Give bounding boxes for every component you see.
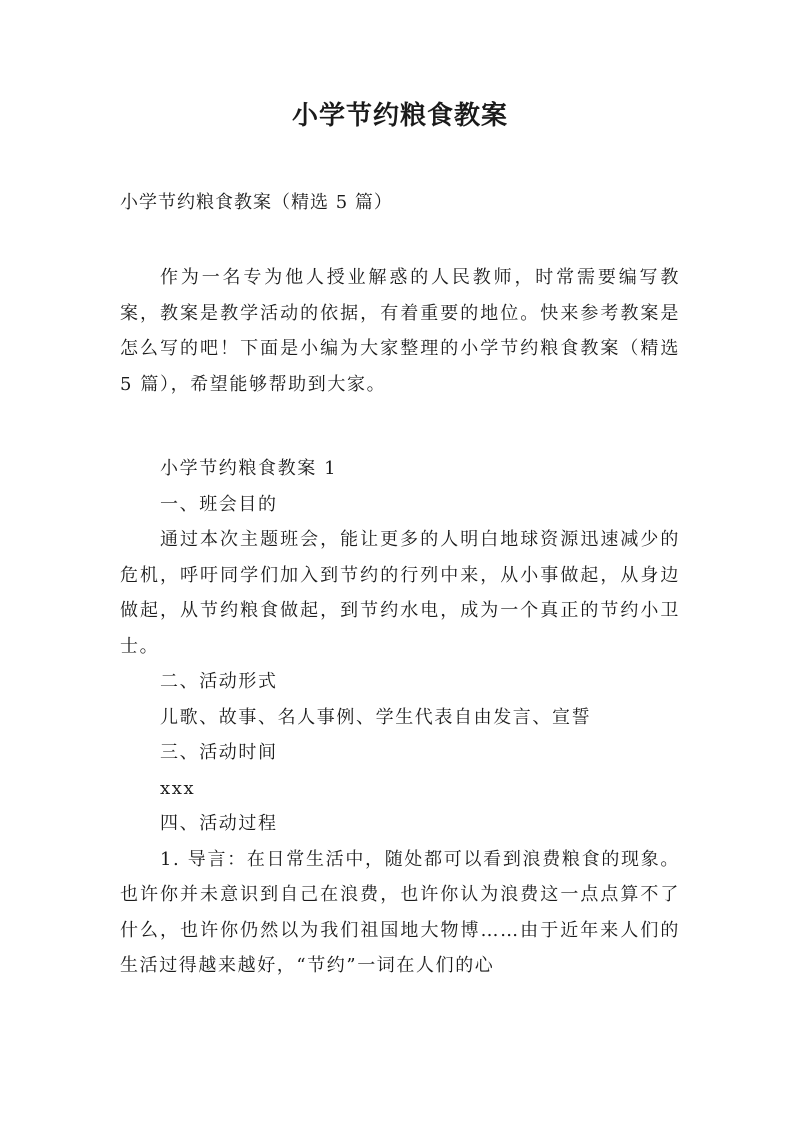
body-paragraph: 通过本次主题班会，能让更多的人明白地球资源迅速减少的危机，呼吁同学们加入到节约的行列中来，从小事做起，从身边做起，从节约粮食做起，到节约水电，成为一个真正的节约小卫士。 [120,529,680,657]
section-heading: 二、活动形式 [160,671,278,692]
document-subtitle: 小学节约粮食教案（精选 5 篇） [120,192,393,213]
section-heading: 一、班会目的 [160,493,278,515]
body-paragraph: xxx [160,777,196,799]
body-paragraph: 儿歌、故事、名人事例、学生代表自由发言、宣誓 [160,706,592,728]
body-paragraph: 1. 导言：在日常生活中，随处都可以看到浪费粮食的现象。也许你并未意识到自己在浪费，也许你认为浪费这一点点算不了什么，也许你仍然以为我们祖国地大物博……由于近年来人们的生活过得越来越好，“节约”一词在人们的心 [120,848,680,976]
section-heading: 小学节约粮食教案 1 [160,458,338,479]
section-heading: 四、活动过程 [160,813,278,834]
document-content [120,451,680,984]
page-title: 小学节约粮食教案 [291,101,508,131]
section-heading: 三、活动时间 [160,742,278,763]
intro-paragraph: 作为一名专为他人授业解惑的人民教师，时常需要编写教案，教案是教学活动的依据，有着重要的地位。快来参考教案是怎么写的吧！下面是小编为大家整理的小学节约粮食教案（精选 5 篇），希望能够帮助到大家。 [120,267,680,395]
